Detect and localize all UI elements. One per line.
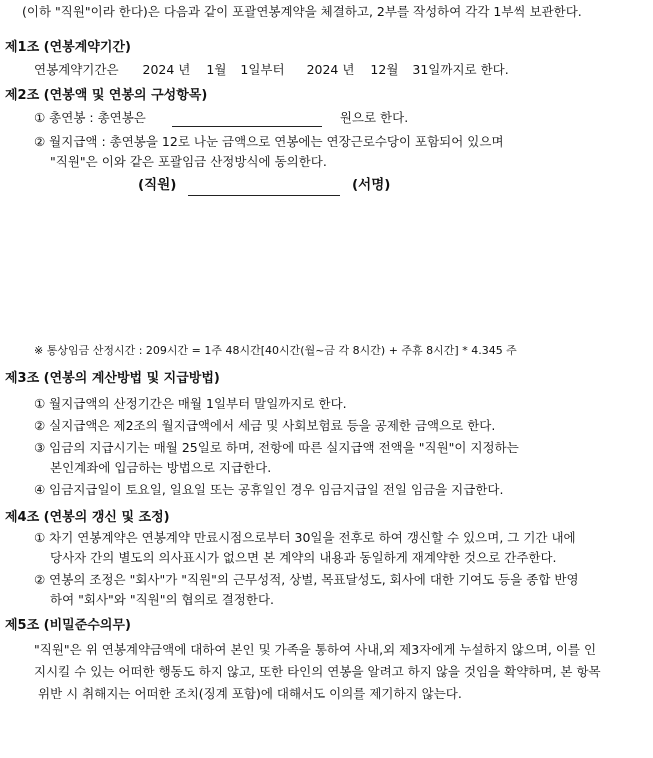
- signature-label: (서명): [352, 177, 391, 193]
- article-4-item-1-line-1: ① 차기 연봉계약은 연봉계약 만료시점으로부터 30일을 전후로 하여 갱신할 수 있으며, 그 기간 내에: [34, 530, 576, 545]
- employee-label: (직원): [138, 177, 177, 193]
- article-1-title: 제1조 (연봉계약기간): [5, 40, 131, 55]
- intro-line: (이하 "직원"이라 한다)은 다음과 같이 포괄연봉계약을 체결하고, 2부를 작성하여 각각 1부씩 보관한다.: [22, 4, 582, 19]
- total-salary-blank[interactable]: [172, 111, 322, 127]
- end-month: 12월: [370, 62, 399, 77]
- monthly-pay-line-2: "직원"은 이와 같은 포괄임금 산정방식에 동의한다.: [50, 154, 327, 169]
- article-5-line-1: "직원"은 위 연봉계약금액에 대하여 본인 및 가족을 통하여 사내,외 제3자에게 누설하지 않으며, 이를 인: [34, 642, 597, 657]
- article-3-item-3-line-1: ③ 임금의 지급시기는 매월 25일로 하며, 전항에 따른 실지급액 전액을 "직원"이 지정하는: [34, 440, 519, 455]
- contract-period-line: [34, 61, 509, 79]
- article-5-line-3: 위반 시 취해지는 어떠한 조치(징계 포함)에 대해서도 이의를 제기하지 않는다.: [38, 686, 462, 701]
- start-day: 1일부터: [240, 62, 285, 77]
- article-2-title: 제2조 (연봉액 및 연봉의 구성항목): [5, 88, 208, 103]
- total-salary-line: [34, 109, 408, 127]
- article-3-item-3-line-2: 본인계좌에 입금하는 방법으로 지급한다.: [50, 460, 272, 475]
- article-4-item-2-line-2: 하여 "회사"와 "직원"의 협의로 결정한다.: [50, 592, 274, 607]
- ordinary-wage-note: ※ 통상임금 산정시간 : 209시간 = 1주 48시간[40시간(월~금 각 8시간) + 주휴 8시간] * 4.345 주: [34, 344, 517, 357]
- total-salary-suffix: 원으로 한다.: [339, 110, 409, 125]
- article-5-title: 제5조 (비밀준수의무): [5, 618, 131, 633]
- article-3-item-4: ④ 임금지급일이 토요일, 일요일 또는 공휴일인 경우 임금지급일 전일 임금을 지급한다.: [34, 482, 504, 497]
- start-month: 1월: [206, 62, 227, 77]
- start-year: 2024 년: [142, 62, 191, 77]
- article-5-line-2: 지시킬 수 있는 어떠한 행동도 하지 않고, 또한 타인의 연봉을 알려고 하지 않을 것임을 확약하며, 본 항목: [34, 664, 601, 679]
- article-4-item-2-line-1: ② 연봉의 조정은 "회사"가 "직원"의 근무성적, 상벌, 목표달성도, 회사에 대한 기여도 등을 종합 반영: [34, 572, 579, 587]
- contract-period-label: 연봉계약기간은: [34, 62, 119, 77]
- article-3-item-2: ② 실지급액은 제2조의 월지급액에서 세금 및 사회보험료 등을 공제한 금액으로 한다.: [34, 418, 496, 433]
- total-salary-label: ① 총연봉 : 총연봉은: [34, 110, 146, 125]
- signature-blank[interactable]: [188, 178, 340, 196]
- end-year: 2024 년: [306, 62, 355, 77]
- end-day: 31일까지로 한다.: [412, 62, 509, 77]
- monthly-pay-line-1: ② 월지급액 : 총연봉을 12로 나눈 금액으로 연봉에는 연장근로수당이 포함되어 있으며: [34, 134, 504, 149]
- article-3-item-1: ① 월지급액의 산정기간은 매월 1일부터 말일까지로 한다.: [34, 396, 347, 411]
- article-4-title: 제4조 (연봉의 갱신 및 조정): [5, 510, 170, 525]
- article-4-item-1-line-2: 당사자 간의 별도의 의사표시가 없으면 본 계약의 내용과 동일하게 재계약한 것으로 간주한다.: [50, 550, 557, 565]
- article-3-title: 제3조 (연봉의 계산방법 및 지급방법): [5, 371, 220, 386]
